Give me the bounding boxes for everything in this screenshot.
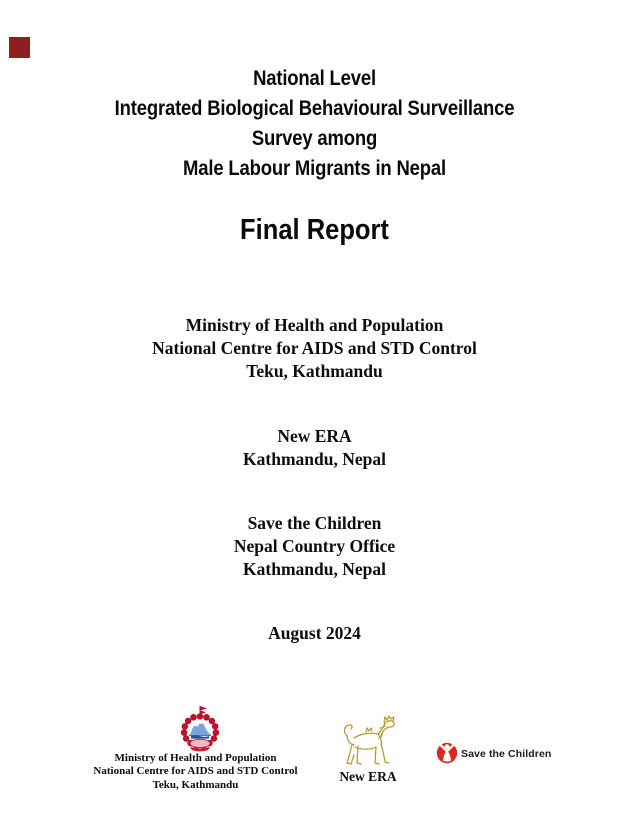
footer-ministry-block	[73, 752, 318, 792]
publisher-line-2: National Centre for AIDS and STD Control	[152, 338, 477, 358]
agency-line-2: Kathmandu, Nepal	[243, 449, 386, 469]
report-title	[38, 64, 592, 184]
footer-ministry-line-1: Ministry of Health and Population	[114, 752, 277, 764]
nepal-government-emblem-icon	[167, 705, 233, 759]
partner-org-block	[0, 512, 629, 581]
title-line-2: Integrated Biological Behavioural Surveillance	[114, 97, 515, 120]
footer-ministry-line-2: National Centre for AIDS and STD Control	[93, 765, 298, 778]
research-agency-block	[0, 425, 629, 471]
publisher-block	[0, 314, 629, 383]
save-the-children-label: Save the Children	[461, 748, 552, 760]
publisher-line-1: Ministry of Health and Population	[185, 315, 444, 335]
title-line-1: National Level	[253, 67, 376, 90]
save-the-children-icon	[436, 742, 458, 769]
report-type-heading: Final Report	[240, 214, 389, 246]
partner-line-1: Save the Children	[247, 513, 382, 533]
publication-date: August 2024	[268, 623, 361, 643]
new-era-creature-icon	[340, 714, 398, 775]
partner-line-3: Kathmandu, Nepal	[243, 559, 386, 579]
partner-line-2: Nepal Country Office	[233, 536, 396, 556]
new-era-label: New ERA	[339, 769, 397, 784]
title-line-4: Male Labour Migrants in Nepal	[183, 157, 446, 180]
agency-line-1: New ERA	[277, 426, 352, 446]
title-line-3: Survey among	[251, 127, 378, 150]
publisher-line-3: Teku, Kathmandu	[246, 361, 383, 381]
red-square-mark	[9, 37, 30, 58]
footer-ministry-line-3: Teku, Kathmandu	[152, 778, 239, 791]
